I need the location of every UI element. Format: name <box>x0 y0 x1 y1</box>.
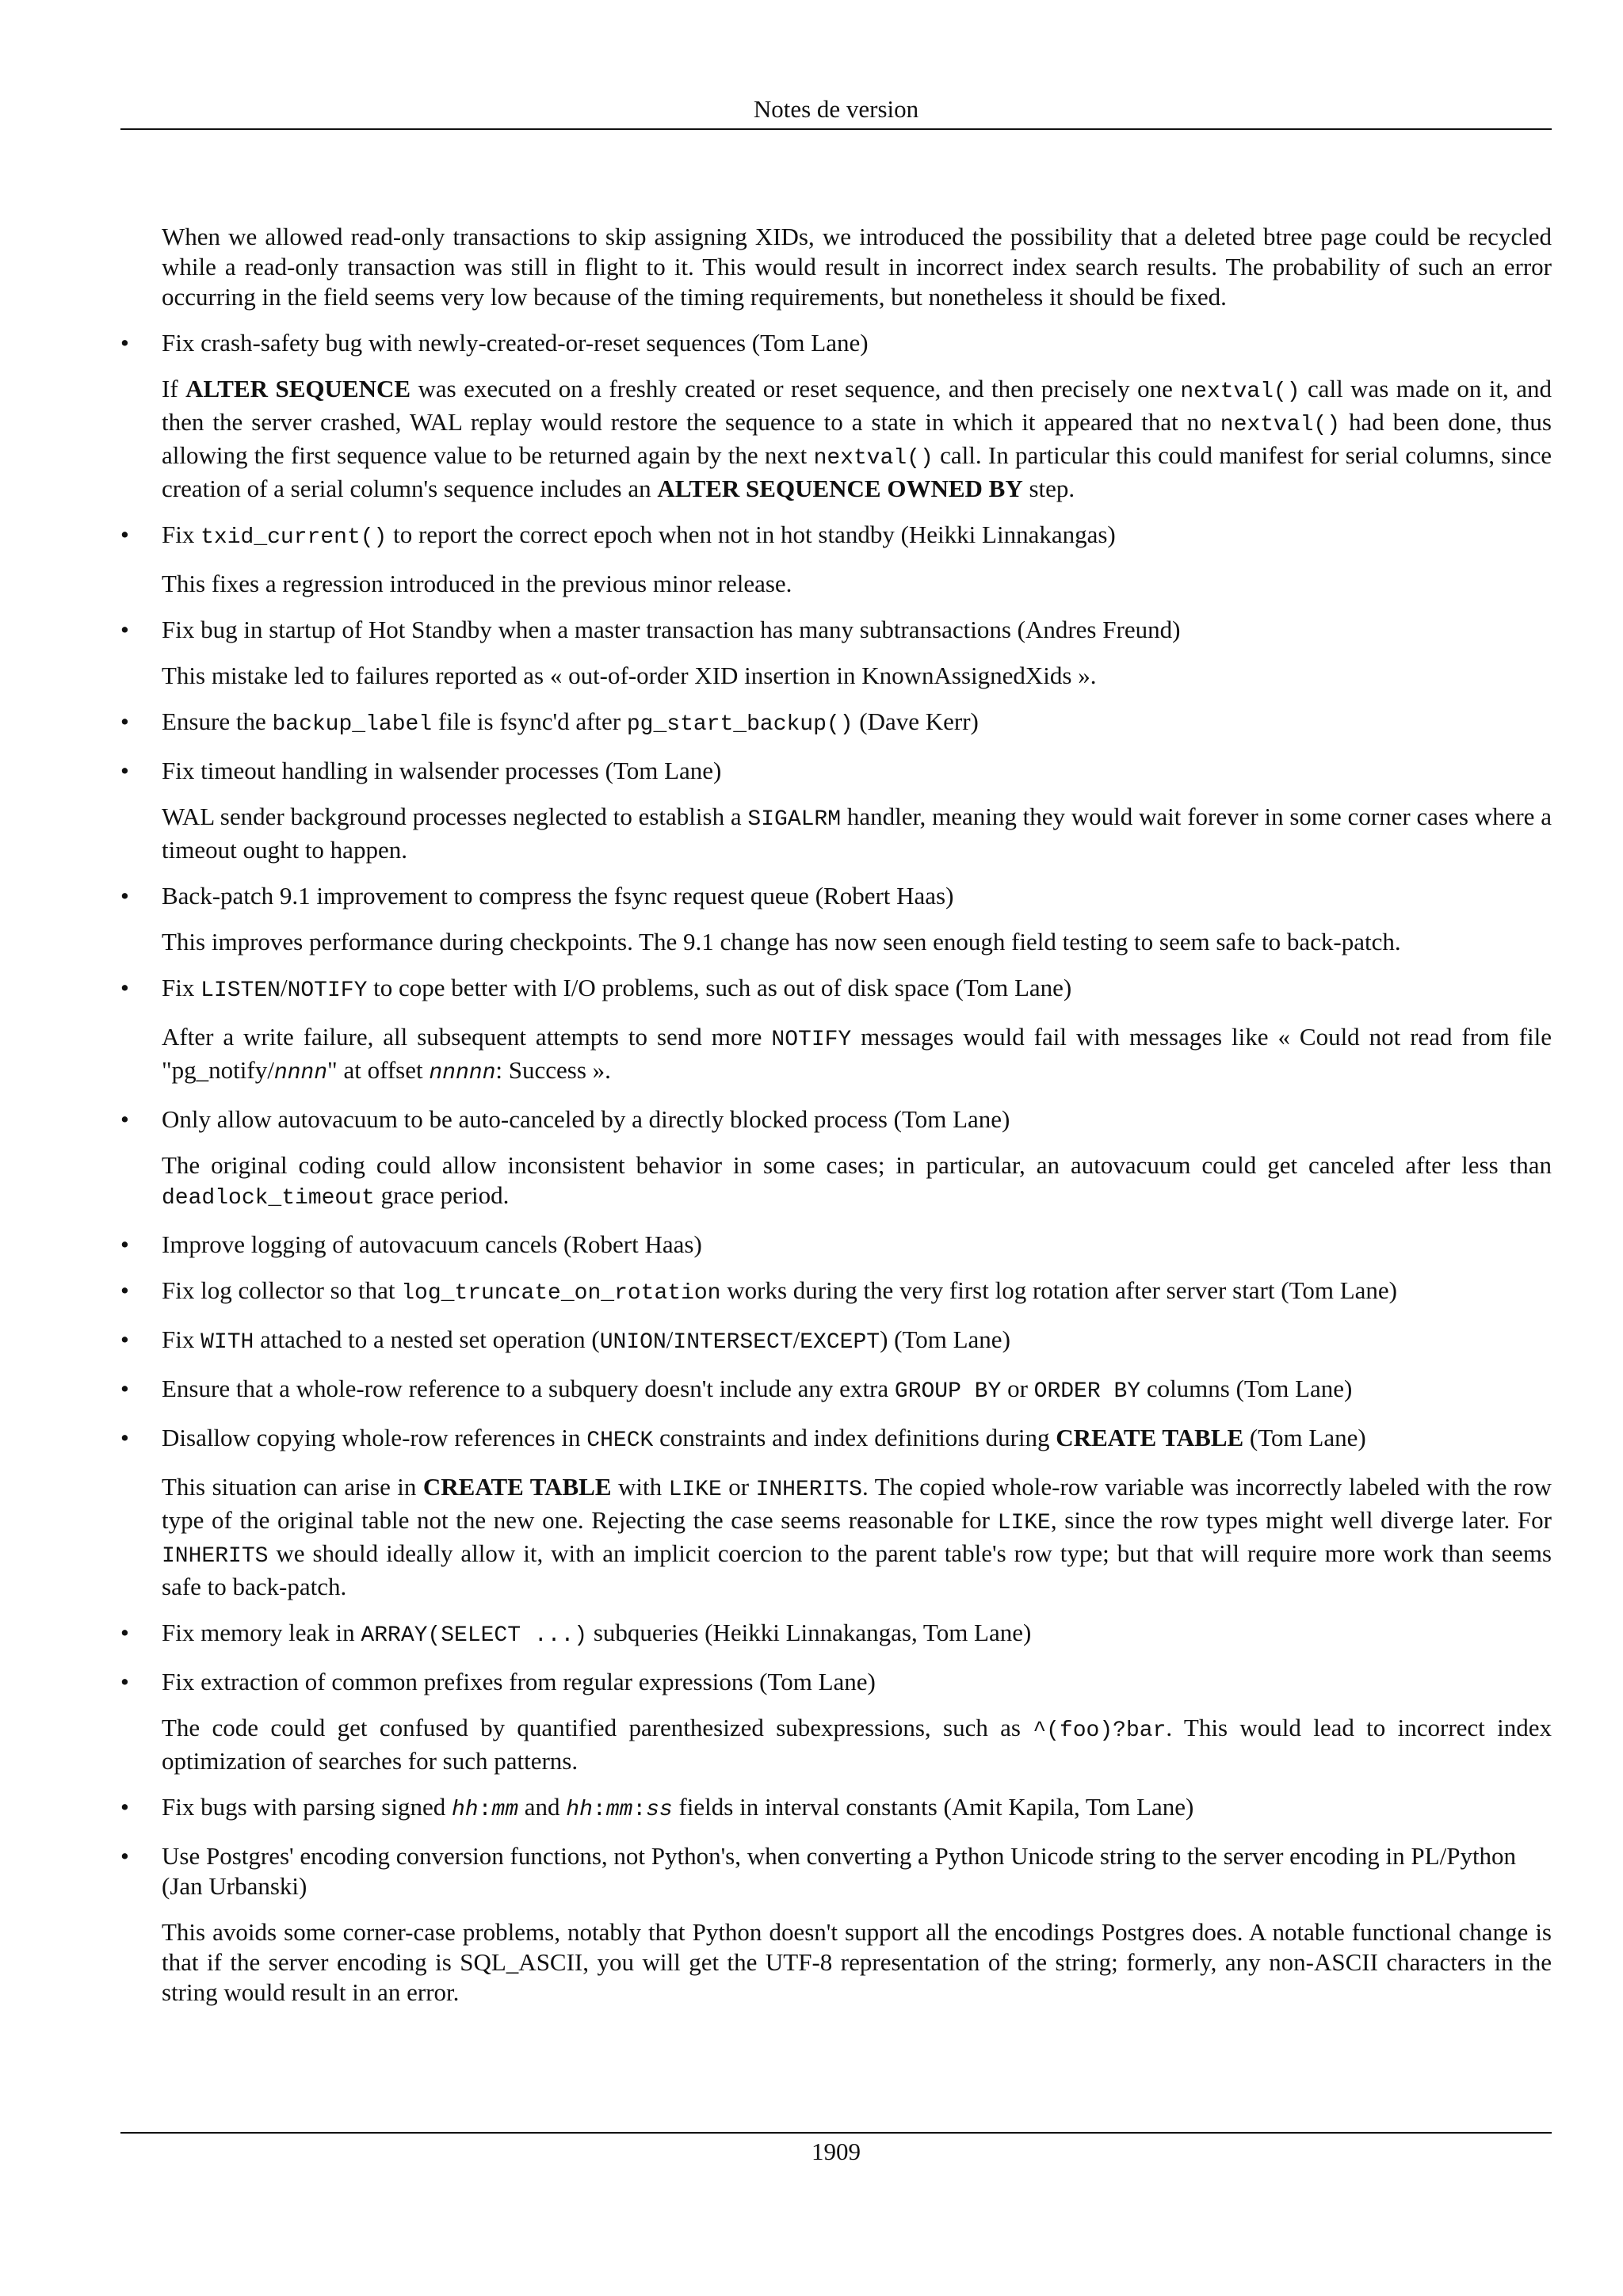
text-run: attached to a nested set operation ( <box>254 1325 600 1353</box>
text-run: to cope better with I/O problems, such as out of disk space (Tom Lane) <box>367 974 1072 1001</box>
text-run: step. <box>1022 475 1075 502</box>
text-run: This situation can arise in <box>162 1473 423 1501</box>
item-description <box>162 1713 1552 1776</box>
list-item <box>162 1618 1552 1651</box>
item-summary <box>162 1423 1552 1456</box>
text-run: Back-patch 9.1 improvement to compress the fsync request queue (Robert Haas) <box>162 882 954 910</box>
list-item <box>162 1841 1552 2008</box>
text-run: with <box>611 1473 669 1501</box>
item-description <box>162 1150 1552 1214</box>
list-item <box>162 615 1552 691</box>
text-run: Fix crash-safety bug with newly-created-or-reset sequences (Tom Lane) <box>162 329 869 357</box>
inline-code: ARRAY(SELECT ...) <box>361 1623 588 1648</box>
list-item <box>162 1792 1552 1825</box>
header-rule <box>120 128 1552 130</box>
bold-term: CREATE TABLE <box>422 1473 612 1501</box>
text-run: Only allow autovacuum to be auto-canceled by a directly blocked process (Tom Lane) <box>162 1105 1010 1133</box>
text-run: Ensure that a whole-row reference to a subquery doesn't include any extra <box>162 1375 895 1402</box>
inline-code: hh <box>566 1798 593 1822</box>
inline-code: NOTIFY <box>287 978 368 1003</box>
text-run: (Dave Kerr) <box>853 707 979 735</box>
text-run: , since the row types might well diverge later. For <box>1050 1506 1552 1534</box>
text-run: call was made on it, and then the server crashed, WAL replay would restore the sequence to a state in which it appeared that no <box>162 375 1552 436</box>
inline-code: deadlock_timeout <box>162 1186 375 1211</box>
text-run: call. In particular this could manifest for serial columns, since creation of a serial column's sequence includes an <box>162 441 1552 502</box>
text-run: messages would fail with messages like « Could not read from file "pg_notify/ <box>162 1023 1552 1084</box>
list-item <box>162 1230 1552 1260</box>
text-run: grace period. <box>374 1181 510 1209</box>
list-item <box>162 520 1552 599</box>
text-run: . The copied whole-row variable was incorrectly labeled with the row type of the original table not the new one. Rejecting the case seems reasonable for <box>162 1473 1552 1534</box>
text-run: Disallow copying whole-row references in <box>162 1424 587 1451</box>
item-summary <box>162 1230 1552 1260</box>
inline-code: LIKE <box>997 1511 1051 1535</box>
item-description <box>162 569 1552 599</box>
item-description <box>162 1917 1552 2008</box>
inline-code: INTERSECT <box>673 1330 793 1355</box>
item-description <box>162 802 1552 865</box>
inline-code: ORDER BY <box>1033 1379 1141 1404</box>
item-summary <box>162 707 1552 740</box>
item-description <box>162 374 1552 504</box>
text-run: Fix <box>162 1325 201 1353</box>
text-run: Fix timeout handling in walsender processes (Tom Lane) <box>162 757 722 784</box>
text-run: Fix extraction of common prefixes from regular expressions (Tom Lane) <box>162 1668 876 1695</box>
inline-code: CHECK <box>586 1428 654 1453</box>
list-item <box>162 1374 1552 1407</box>
text-run: This fixes a regression introduced in the previous minor release. <box>162 570 792 597</box>
list-item <box>162 881 1552 957</box>
inline-code: nextval() <box>1180 379 1300 404</box>
inline-code: : <box>592 1798 606 1822</box>
item-description <box>162 1022 1552 1089</box>
text-run: Fix bug in startup of Hot Standby when a master transaction has many subtransactions (Andres Freund) <box>162 616 1181 643</box>
text-run: / <box>666 1325 674 1353</box>
bold-term: CREATE TABLE <box>1056 1424 1244 1451</box>
text-run: or <box>1001 1375 1034 1402</box>
text-run: we should ideally allow it, with an implicit coercion to the parent table's row type; but that will require more work than seems safe to back-patch. <box>162 1539 1552 1600</box>
page-content <box>120 222 1552 2023</box>
inline-code: SIGALRM <box>747 807 842 832</box>
text-run: This avoids some corner-case problems, notably that Python doesn't support all the encodings Postgres does. A notable functional change is that if the server encoding is SQL_ASCII, you will get the UTF-8 representation of the string; formerly, any non-ASCII characters in the string would result in an error. <box>162 1918 1552 2006</box>
text-run: works during the very first log rotation after server start (Tom Lane) <box>720 1276 1397 1304</box>
list-item <box>162 756 1552 865</box>
inline-code: txid_current() <box>200 525 388 550</box>
item-summary <box>162 520 1552 553</box>
item-summary <box>162 1276 1552 1309</box>
text-run: Fix memory leak in <box>162 1619 361 1646</box>
item-description <box>162 927 1552 957</box>
text-run: Fix bugs with parsing signed <box>162 1793 452 1821</box>
text-run: and <box>518 1793 567 1821</box>
inline-code: ^(foo)?bar <box>1033 1718 1167 1743</box>
text-run: : Success ». <box>495 1056 611 1084</box>
text-run: Fix log collector so that <box>162 1276 402 1304</box>
text-run: Fix <box>162 521 201 548</box>
inline-code: LIKE <box>668 1478 722 1502</box>
inline-code: nextval() <box>813 446 934 471</box>
text-run: file is fsync'd after <box>432 707 627 735</box>
text-run: The original coding could allow inconsistent behavior in some cases; in particular, an autovacuum could get canceled after less than <box>162 1151 1552 1179</box>
item-summary <box>162 881 1552 911</box>
inline-code: INHERITS <box>755 1478 862 1502</box>
item-summary <box>162 1618 1552 1651</box>
inline-code: : <box>632 1798 647 1822</box>
item-summary <box>162 1792 1552 1825</box>
text-run: Improve logging of autovacuum cancels (Robert Haas) <box>162 1230 702 1258</box>
inline-code: : <box>478 1798 492 1822</box>
text-run: ) (Tom Lane) <box>880 1325 1010 1353</box>
item-summary <box>162 973 1552 1006</box>
text-run: columns (Tom Lane) <box>1140 1375 1353 1402</box>
item-description <box>162 1472 1552 1602</box>
inline-code: backup_label <box>272 712 433 737</box>
release-notes-list <box>120 328 1552 2008</box>
intro-paragraph: When we allowed read-only transactions to skip assigning XIDs, we introduced the possibility that a deleted btree page could be recycled while a read-only transaction was still in flight to it. This would result in incorrect index search results. The probability of such an error occurring in the field seems very low because of the timing requirements, but nonetheless it should be fixed. <box>162 223 1552 311</box>
page-header: Notes de version <box>753 95 919 123</box>
text-run: or <box>721 1473 756 1501</box>
text-run: The code could get confused by quantified parenthesized subexpressions, such as <box>162 1714 1033 1741</box>
item-summary <box>162 328 1552 358</box>
inline-code: mm <box>491 1798 519 1822</box>
inline-code: nextval() <box>1220 413 1341 437</box>
text-run: Use Postgres' encoding conversion functions, not Python's, when converting a Python Unicode string to the server encoding in PL/Python (Jan Urbanski) <box>162 1842 1517 1900</box>
text-run: subqueries (Heikki Linnakangas, Tom Lane) <box>587 1619 1032 1646</box>
inline-code: log_truncate_on_rotation <box>401 1281 721 1306</box>
text-run: If <box>162 375 186 402</box>
text-run: Fix <box>162 974 201 1001</box>
text-run: This mistake led to failures reported as « out-of-order XID insertion in KnownAssignedXids ». <box>162 662 1097 689</box>
list-item <box>162 1104 1552 1214</box>
page-number: 1909 <box>812 2138 861 2165</box>
bold-term: ALTER SEQUENCE <box>185 375 411 402</box>
inline-code: NOTIFY <box>771 1028 852 1052</box>
inline-code: UNION <box>599 1330 666 1355</box>
item-description <box>162 661 1552 691</box>
item-summary <box>162 1374 1552 1407</box>
text-run: handler, meaning they would wait forever in some corner cases where a timeout ought to happen. <box>162 803 1552 864</box>
bold-term: ALTER SEQUENCE OWNED BY <box>657 475 1023 502</box>
text-run: (Tom Lane) <box>1243 1424 1366 1451</box>
text-run: WAL sender background processes neglected to establish a <box>162 803 748 830</box>
list-item <box>162 1276 1552 1309</box>
inline-code: pg_start_backup() <box>626 712 854 737</box>
text-run: to report the correct epoch when not in hot standby (Heikki Linnakangas) <box>387 521 1116 548</box>
text-run: " at offset <box>327 1056 430 1084</box>
text-run: / <box>280 974 288 1001</box>
item-summary <box>162 1841 1552 1901</box>
text-run: Ensure the <box>162 707 273 735</box>
text-run: fields in interval constants (Amit Kapila, Tom Lane) <box>672 1793 1194 1821</box>
item-summary <box>162 1667 1552 1697</box>
list-item <box>162 328 1552 504</box>
text-run: had been done, thus allowing the first sequence value to be returned again by the next <box>162 408 1552 469</box>
text-run: This improves performance during checkpoints. The 9.1 change has now seen enough field testing to seem safe to back-patch. <box>162 928 1401 955</box>
inline-code: EXCEPT <box>800 1330 880 1355</box>
text-run: After a write failure, all subsequent attempts to send more <box>162 1023 772 1051</box>
inline-code: INHERITS <box>162 1544 269 1569</box>
item-summary <box>162 1104 1552 1135</box>
inline-code: nnnnn <box>429 1061 496 1085</box>
inline-code: ss <box>646 1798 673 1822</box>
inline-code: WITH <box>200 1330 254 1355</box>
inline-code: hh <box>451 1798 479 1822</box>
list-item <box>162 973 1552 1089</box>
text-run: . This would lead to incorrect index optimization of searches for such patterns. <box>162 1714 1552 1775</box>
inline-code: LISTEN <box>200 978 281 1003</box>
footer-rule <box>120 2132 1552 2134</box>
item-summary <box>162 756 1552 786</box>
text-run: / <box>792 1325 800 1353</box>
list-item <box>162 707 1552 740</box>
text-run: was executed on a freshly created or reset sequence, and then precisely one <box>411 375 1181 402</box>
item-summary <box>162 615 1552 645</box>
list-item <box>162 1667 1552 1776</box>
inline-code: GROUP BY <box>894 1379 1002 1404</box>
inline-code: nnnn <box>273 1061 328 1085</box>
list-item <box>162 1423 1552 1602</box>
text-run: constraints and index definitions during <box>653 1424 1056 1451</box>
inline-code: mm <box>605 1798 633 1822</box>
item-summary <box>162 1325 1552 1358</box>
list-item <box>162 1325 1552 1358</box>
